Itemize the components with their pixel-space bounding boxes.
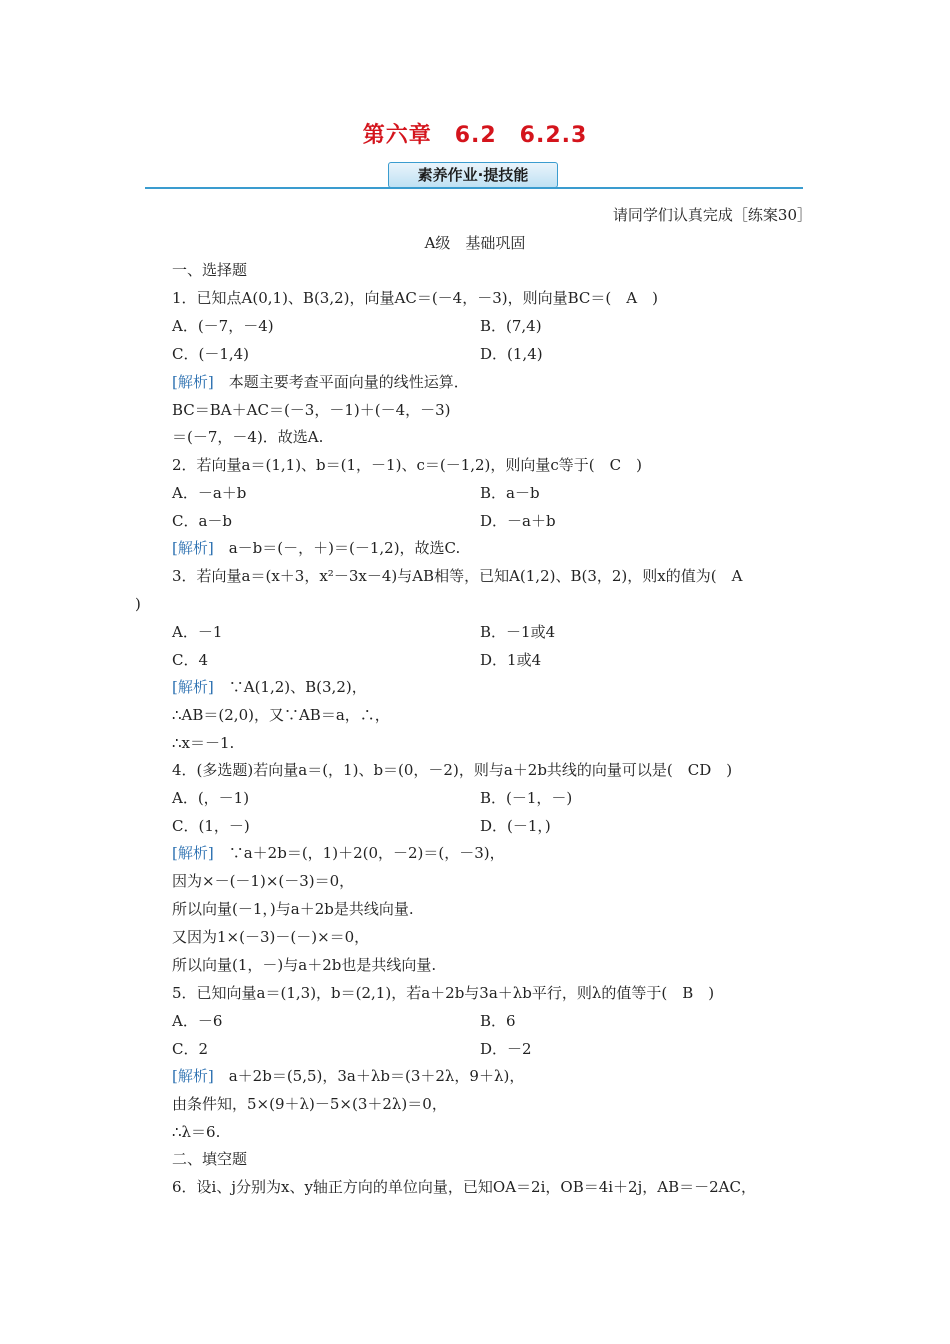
option-a: A．(－7，－4)	[172, 317, 274, 335]
solution-tag: [解析]	[172, 373, 214, 391]
solution-line: ∴AB＝(2,0)，又∵AB＝a，∴，	[172, 706, 390, 724]
option-c: C．(1，－)	[172, 817, 250, 835]
question-3-wrap: )	[135, 595, 141, 613]
header-divider	[145, 187, 803, 189]
solution-line	[172, 843, 505, 863]
solution-text: ∵A(1,2)、B(3,2)，	[228, 678, 367, 696]
option-d: D．－a＋b	[480, 512, 556, 530]
solution-line: 所以向量(－1，)与a＋2b是共线向量.	[172, 900, 414, 918]
option-b: B．6	[480, 1012, 516, 1030]
solution-line	[172, 538, 460, 558]
solution-tag: [解析]	[172, 844, 214, 862]
option-d: D．1或4	[480, 651, 542, 669]
question-4: 4．(多选题)若向量a＝(，1)、b＝(0，－2)，则与a＋2b共线的向量可以是( CD )	[172, 761, 733, 779]
solution-text: 本题主要考查平面向量的线性运算．	[228, 373, 469, 391]
solution-line: 由条件知，5×(9＋λ)－5×(3＋2λ)＝0，	[172, 1095, 447, 1113]
solution-line	[172, 1066, 524, 1086]
option-d: D．(1,4)	[480, 345, 543, 363]
solution-text: a＋2b＝(5,5)，3a＋λb＝(3＋2λ，9＋λ)，	[228, 1067, 525, 1085]
exercise-note: 请同学们认真完成［练案30］	[612, 206, 812, 224]
solution-line: BC＝BA＋AC＝(－3，－1)＋(－4，－3)	[172, 401, 451, 419]
solution-line: ∴λ＝6.	[172, 1123, 221, 1141]
option-a: A．－6	[172, 1012, 223, 1030]
solution-line: ＝(－7，－4)．故选A.	[172, 428, 324, 446]
question-2: 2．若向量a＝(1,1)、b＝(1，－1)、c＝(－1,2)，则向量c等于( C )	[172, 456, 642, 474]
option-d: D．(－1，)	[480, 817, 551, 835]
option-a: A．(，－1)	[172, 789, 250, 807]
section-badge: 素养作业·提技能	[388, 162, 558, 188]
option-a: A．－a＋b	[172, 484, 247, 502]
solution-line: 又因为1×(－3)－(－)×＝0，	[172, 928, 370, 946]
level-heading: A级 基础巩固	[424, 234, 526, 252]
question-1: 1．已知点A(0,1)、B(3,2)，向量AC＝(－4，－3)，则向量BC＝( A )	[172, 289, 658, 307]
solution-line	[172, 677, 367, 697]
option-b: B．－1或4	[480, 623, 556, 641]
solution-line: 因为×－(－1)×(－3)＝0，	[172, 872, 355, 890]
solution-tag: [解析]	[172, 1067, 214, 1085]
solution-text: ∵a＋2b＝(，1)＋2(0，－2)＝(，－3)，	[228, 844, 505, 862]
section-heading: 二、填空题	[172, 1150, 248, 1168]
solution-tag: [解析]	[172, 678, 214, 696]
solution-tag: [解析]	[172, 539, 214, 557]
option-c: C．a－b	[172, 512, 233, 530]
section-heading: 一、选择题	[172, 261, 248, 279]
solution-line: 所以向量(1，－)与a＋2b也是共线向量.	[172, 956, 437, 974]
option-d: D．－2	[480, 1040, 532, 1058]
question-3: 3．若向量a＝(x＋3，x²－3x－4)与AB相等，已知A(1,2)、B(3，2)，则x的值为( A	[172, 567, 743, 585]
option-c: C．4	[172, 651, 209, 669]
chapter-title: 第六章 6.2 6.2.3	[362, 123, 588, 148]
solution-line	[172, 372, 469, 392]
solution-text: a－b＝(－，＋)＝(－1,2)，故选C.	[228, 539, 461, 557]
question-5: 5．已知向量a＝(1,3)，b＝(2,1)，若a＋2b与3a＋λb平行，则λ的值等于( B )	[172, 984, 715, 1002]
option-c: C．2	[172, 1040, 209, 1058]
option-b: B．a－b	[480, 484, 540, 502]
solution-line: ∴x＝－1.	[172, 734, 235, 752]
option-b: B．(7,4)	[480, 317, 542, 335]
option-a: A．－1	[172, 623, 223, 641]
question-6: 6．设i、j分别为x、y轴正方向的单位向量，已知OA＝2i，OB＝4i＋2j，AB＝－2AC，	[172, 1178, 756, 1196]
option-c: C．(－1,4)	[172, 345, 250, 363]
option-b: B．(－1，－)	[480, 789, 573, 807]
